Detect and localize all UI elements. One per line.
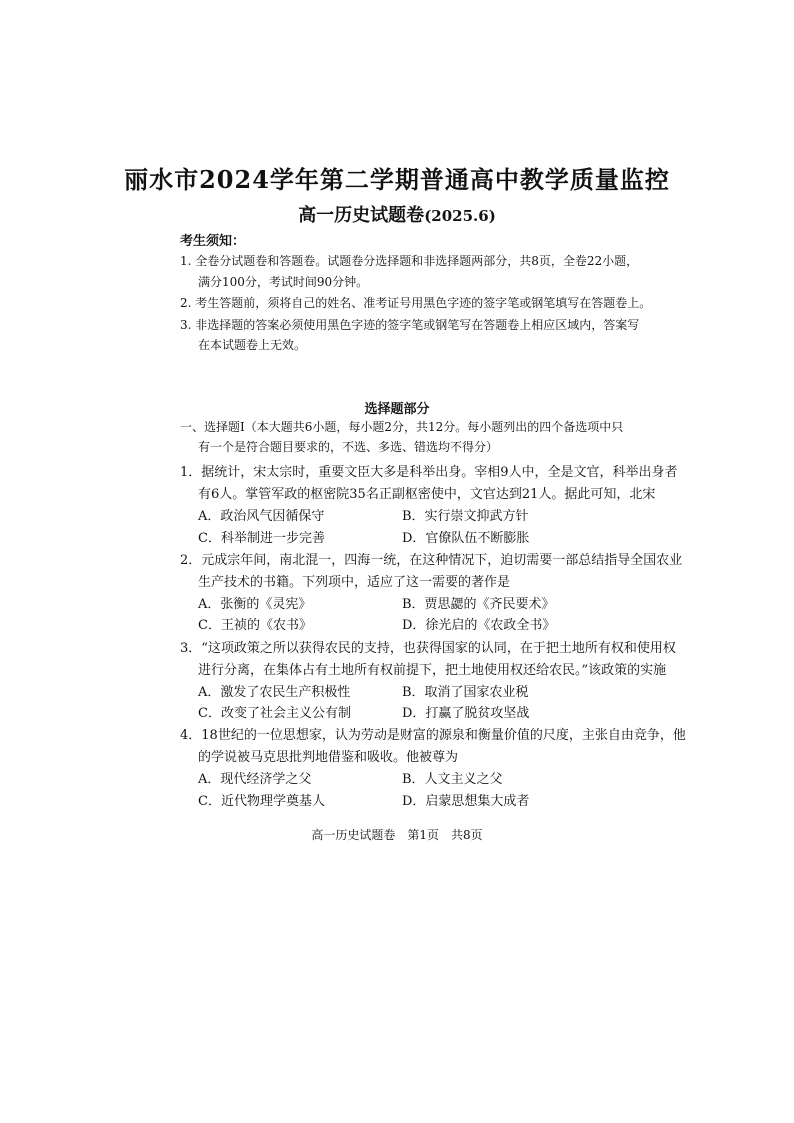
question-2-option-d: D．徐光启的《农政全书》 xyxy=(402,618,556,633)
question-2-line-1: 2．元成宗年间，南北混一，四海一统，在这种情况下，迫切需要一部总结指导全国农业 xyxy=(180,553,683,568)
question-3-option-d: D．打赢了脱贫攻坚战 xyxy=(402,706,530,721)
notice-item-1: 1. 全卷分试题卷和答题卷。试题卷分选择题和非选择题两部分，共8页，全卷22小题， xyxy=(180,254,639,268)
part-intro: 一、选择题Ⅰ（本大题共6小题，每小题2分，共12分。每小题列出的四个备选项中只 xyxy=(180,420,624,434)
question-3-option-b: B．取消了国家农业税 xyxy=(402,685,529,700)
notice-heading: 考生须知： xyxy=(180,234,246,249)
subtitle-date: (2025.6) xyxy=(424,207,496,225)
question-2-option-a: A．张衡的《灵宪》 xyxy=(198,597,312,612)
question-4-option-c: C．近代物理学奠基人 xyxy=(198,794,325,809)
question-1-option-b: B．实行崇文抑武方针 xyxy=(402,509,529,524)
question-2-line-2: 生产技术的书籍。下列项中，适应了这一需要的著作是 xyxy=(198,575,511,590)
question-4-option-d: D．启蒙思想集大成者 xyxy=(402,794,530,809)
question-3-line-2: 进行分离，在集体占有土地所有权前提下，把土地使用权还给农民。”该政策的实施 xyxy=(198,663,667,678)
notice-item-2: 2. 考生答题前，须将自己的姓名、准考证号用黑色字迹的签字笔或钢笔填写在答题卷上。 xyxy=(180,296,652,310)
exam-subtitle xyxy=(0,201,794,227)
question-1-line-2: 有6人。掌管军政的枢密院35名正副枢密使中，文官达到21人。据此可知，北宋 xyxy=(198,487,656,502)
question-3-option-a: A．激发了农民生产积极性 xyxy=(198,685,351,700)
question-2-option-c: C．王祯的《农书》 xyxy=(198,618,312,633)
question-3-line-1: 3．“这项政策之所以获得农民的支持，也获得国家的认同，在于把土地所有权和使用权 xyxy=(180,641,676,656)
question-1-option-d: D．官僚队伍不断膨胀 xyxy=(402,531,530,546)
section-heading: 选择题部分 xyxy=(364,402,430,417)
notice-item-3: 3. 非选择题的答案必须使用黑色字迹的签字笔或钢笔写在答题卷上相应区域内，答案写 xyxy=(180,318,640,332)
page-footer: 高一历史试题卷 第1页 共8页 xyxy=(311,828,483,842)
question-4-option-a: A．现代经济学之父 xyxy=(198,772,312,787)
notice-item-1-cont: 满分100分，考试时间90分钟。 xyxy=(198,275,369,289)
question-2-option-b: B．贾思勰的《齐民要术》 xyxy=(402,597,555,612)
question-4-option-b: B．人文主义之父 xyxy=(402,772,503,787)
question-4-line-1: 4．18世纪的一位思想家，认为劳动是财富的源泉和衡量价值的尺度，主张自由竞争，他 xyxy=(180,728,686,743)
question-1-option-a: A．政治风气因循保守 xyxy=(198,509,325,524)
subtitle-text: 高一历史试题卷 xyxy=(298,205,425,226)
part-intro-cont: 有一个是符合题目要求的，不选、多选、错选均不得分） xyxy=(198,440,499,454)
question-1-line-1: 1．据统计，宋太宗时，重要文臣大多是科举出身。宰相9人中，全是文官，科举出身者 xyxy=(180,465,678,480)
question-1-option-c: C．科举制进一步完善 xyxy=(198,531,325,546)
question-4-line-2: 的学说被马克思批判地借鉴和吸收。他被尊为 xyxy=(198,750,459,765)
exam-title: 丽水市2024学年第二学期普通高中教学质量监控 xyxy=(124,165,670,194)
question-3-option-c: C．改变了社会主义公有制 xyxy=(198,706,351,721)
notice-item-3-cont: 在本试题卷上无效。 xyxy=(198,338,307,352)
